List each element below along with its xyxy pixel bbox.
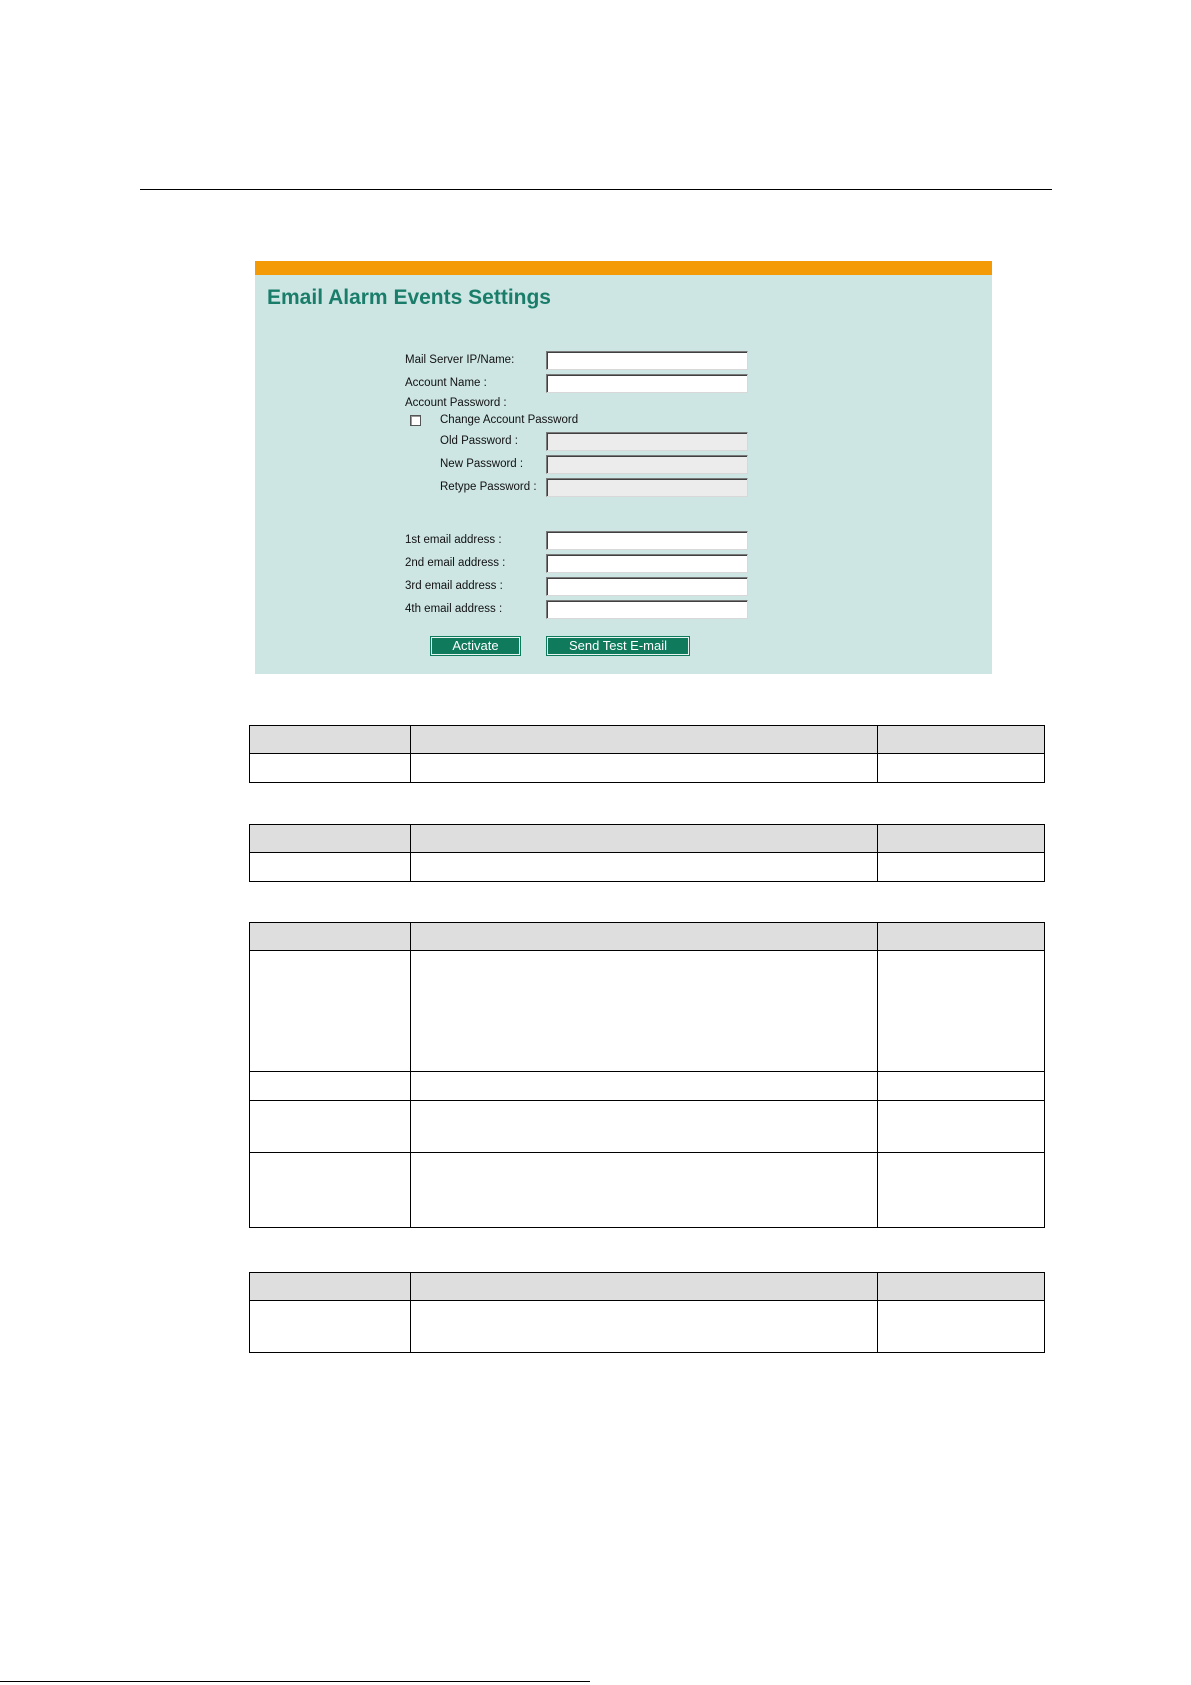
activate-button[interactable]: Activate xyxy=(431,637,520,655)
change-password-label: Change Account Password xyxy=(440,414,579,426)
table-row xyxy=(250,853,1045,882)
change-password-checkbox[interactable] xyxy=(410,415,421,426)
table-row xyxy=(250,1153,1045,1228)
new-password-input[interactable] xyxy=(546,455,748,474)
table-header-row xyxy=(250,1273,1045,1301)
old-password-input[interactable] xyxy=(546,432,748,451)
account-name-label: Account Name : xyxy=(405,377,487,389)
table-row xyxy=(250,1301,1045,1353)
page-title: Email Alarm Events Settings xyxy=(267,286,551,309)
mail-server-input[interactable] xyxy=(546,351,748,370)
email-3-label: 3rd email address : xyxy=(405,580,503,592)
email-2-input[interactable] xyxy=(546,554,748,573)
footer-rule xyxy=(0,1681,590,1682)
old-password-label: Old Password : xyxy=(440,435,518,447)
new-password-label: New Password : xyxy=(440,458,524,470)
settings-table-1 xyxy=(249,725,1045,783)
retype-password-label: Retype Password : xyxy=(440,481,537,493)
send-test-email-button[interactable]: Send Test E-mail xyxy=(547,637,689,655)
header-rule xyxy=(140,189,1052,190)
table-row xyxy=(250,1072,1045,1101)
account-password-label: Account Password : xyxy=(405,397,507,409)
retype-password-input[interactable] xyxy=(546,478,748,497)
email-2-label: 2nd email address : xyxy=(405,557,506,569)
email-alarm-settings-panel xyxy=(255,261,992,674)
table-header-row xyxy=(250,726,1045,754)
settings-table-2 xyxy=(249,824,1045,882)
email-4-input[interactable] xyxy=(546,600,748,619)
email-1-input[interactable] xyxy=(546,531,748,550)
email-1-label: 1st email address : xyxy=(405,534,502,546)
settings-table-3 xyxy=(249,922,1045,1228)
account-name-input[interactable] xyxy=(546,374,748,393)
table-header-row xyxy=(250,825,1045,853)
settings-table-4 xyxy=(249,1272,1045,1353)
mail-server-label: Mail Server IP/Name: xyxy=(405,354,515,366)
table-row xyxy=(250,1101,1045,1153)
accent-bar xyxy=(255,261,992,275)
email-3-input[interactable] xyxy=(546,577,748,596)
table-row xyxy=(250,754,1045,783)
table-header-row xyxy=(250,923,1045,951)
email-4-label: 4th email address : xyxy=(405,603,503,615)
table-row xyxy=(250,951,1045,1072)
